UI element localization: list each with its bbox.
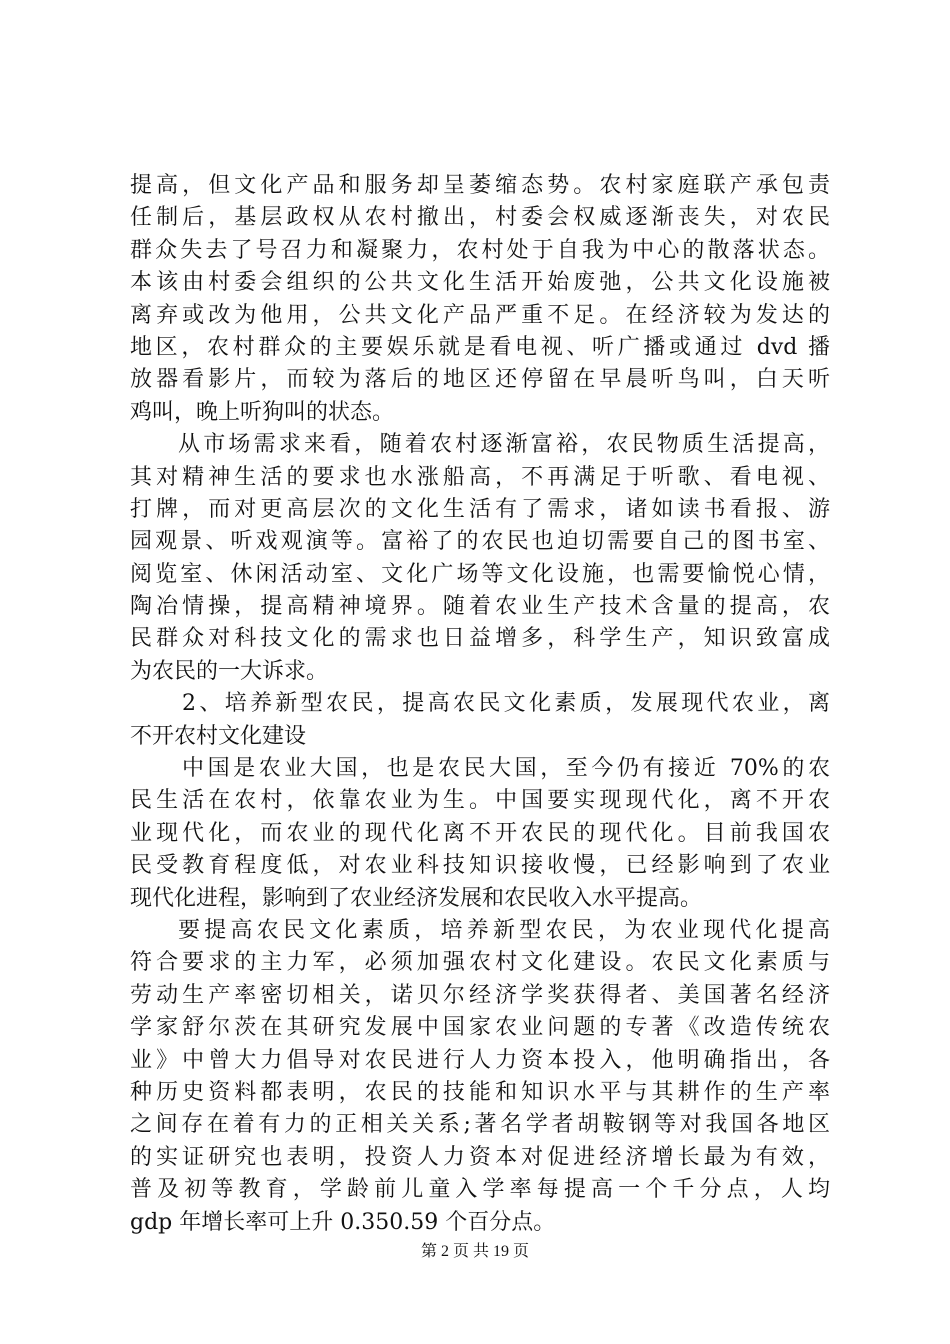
text-line: 民生活在农村，依靠农业为生。中国要实现现代化，离不开农 bbox=[130, 788, 830, 814]
text-line: 地区，农村群众的主要娱乐就是看电视、听广播或通过 dvd 播 bbox=[130, 334, 830, 360]
text-line: 业现代化，而农业的现代化离不开农民的现代化。目前我国农 bbox=[130, 820, 830, 846]
text-line: 学家舒尔茨在其研究发展中国家农业问题的专著《改造传统农 bbox=[130, 1015, 830, 1041]
text-line: 任制后，基层政权从农村撤出，村委会权威逐渐丧失，对农民 bbox=[130, 205, 830, 231]
text-line: 符合要求的主力军，必须加强农村文化建设。农民文化素质与 bbox=[130, 950, 830, 976]
body-text bbox=[130, 170, 830, 1239]
section-heading-line: 2、培养新型农民，提高农民文化素质，发展现代农业，离 bbox=[182, 691, 830, 717]
text-line: 业》中曾大力倡导对农民进行人力资本投入，他明确指出，各 bbox=[130, 1047, 830, 1073]
text-line: 民群众对科技文化的需求也日益增多，科学生产，知识致富成 bbox=[130, 626, 830, 652]
text-line: 现代化进程，影响到了农业经济发展和农民收入水平提高。 bbox=[130, 885, 703, 911]
text-line: 本该由村委会组织的公共文化生活开始废弛，公共文化设施被 bbox=[130, 270, 830, 296]
text-line: 鸡叫，晚上听狗叫的状态。 bbox=[130, 399, 395, 425]
page-number-footer: 第 2 页 共 19 页 bbox=[420, 1243, 529, 1260]
text-line: 陶冶情操，提高精神境界。随着农业生产技术含量的提高，农 bbox=[130, 594, 830, 620]
text-line: 普及初等教育，学龄前儿童入学率每提高一个千分点，人均 bbox=[130, 1177, 830, 1203]
text-line: gdp 年增长率可上升 0.350.59 个百分点。 bbox=[130, 1209, 556, 1235]
text-line: 放器看影片，而较为落后的地区还停留在早晨听鸟叫，白天听 bbox=[130, 367, 830, 393]
text-line: 阅览室、休闲活动室、文化广场等文化设施，也需要愉悦心情， bbox=[130, 561, 830, 587]
text-line: 劳动生产率密切相关，诺贝尔经济学奖获得者、美国著名经济 bbox=[130, 982, 830, 1008]
text-line: 之间存在着有力的正相关关系;著名学者胡鞍钢等对我国各地区 bbox=[130, 1112, 830, 1138]
text-line: 其对精神生活的要求也水涨船高，不再满足于听歌、看电视、 bbox=[130, 464, 830, 490]
text-line: 种历史资料都表明，农民的技能和知识水平与其耕作的生产率 bbox=[130, 1079, 830, 1105]
text-line: 从市场需求来看，随着农村逐渐富裕，农民物质生活提高， bbox=[178, 432, 830, 458]
text-line: 打牌，而对更高层次的文化生活有了需求，诸如读书看报、游 bbox=[130, 496, 830, 522]
text-line: 离弃或改为他用，公共文化产品严重不足。在经济较为发达的 bbox=[130, 302, 830, 328]
text-line: 园观景、听戏观演等。富裕了的农民也迫切需要自己的图书室、 bbox=[130, 529, 830, 555]
text-line: 要提高农民文化素质，培养新型农民，为农业现代化提高 bbox=[178, 917, 830, 943]
text-line: 民受教育程度低，对农业科技知识接收慢，已经影响到了农业 bbox=[130, 853, 830, 879]
section-heading-line: 不开农村文化建设 bbox=[130, 723, 307, 749]
text-line: 为农民的一大诉求。 bbox=[130, 658, 329, 684]
text-line: 中国是农业大国，也是农民大国，至今仍有接近 70%的农 bbox=[182, 756, 830, 782]
text-line: 的实证研究也表明，投资人力资本对促进经济增长最为有效， bbox=[130, 1144, 830, 1170]
text-line: 群众失去了号召力和凝聚力，农村处于自我为中心的散落状态。 bbox=[130, 237, 830, 263]
text-line: 提高，但文化产品和服务却呈萎缩态势。农村家庭联产承包责 bbox=[130, 173, 830, 198]
